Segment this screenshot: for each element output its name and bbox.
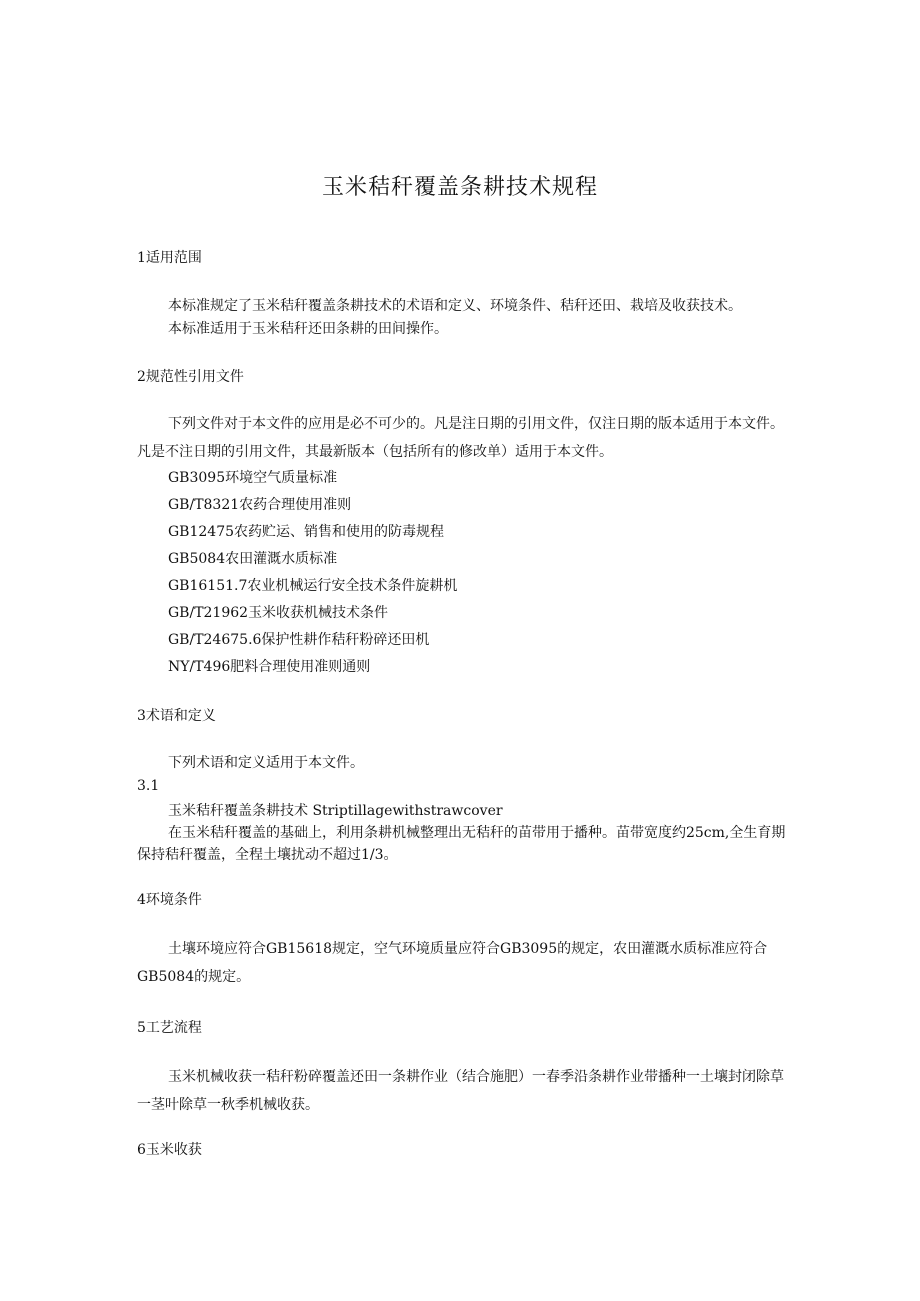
term-definition: 在玉米秸秆覆盖的基础上，利用条耕机械整理出无秸秆的苗带用于播种。苗带宽度约25cm,全生育期保持秸秆覆盖，全程土壤扰动不超过1/3。 — [137, 825, 786, 863]
subsection-number: 3.1 — [137, 778, 160, 794]
section-4-heading: 4环境条件 — [137, 892, 202, 908]
section-2-heading: 2规范性引用文件 — [137, 369, 244, 385]
section-1-paragraph-2: 本标准适用于玉米秸秆还田条耕的田间操作。 — [168, 321, 448, 337]
term-entry: 玉米秸秆覆盖条耕技术 Striptillagewithstrawcover — [168, 803, 503, 819]
section-1-heading: 1适用范围 — [137, 250, 202, 266]
section-1-paragraph-1: 本标准规定了玉米秸秆覆盖条耕技术的术语和定义、环境条件、秸秆还田、栽培及收获技术。 — [168, 298, 742, 314]
section-3-intro: 下列术语和定义适用于本文件。 — [168, 755, 364, 771]
reference-item: GB/T21962玉米收获机械技术条件 — [168, 605, 389, 621]
reference-item: NY/T496肥料合理使用准则通则 — [168, 659, 371, 675]
section-4-paragraph: 土壤环境应符合GB15618规定，空气环境质量应符合GB3095的规定，农田灌溉水质标准应符合GB5084的规定。 — [137, 941, 768, 985]
section-6-heading: 6玉米收获 — [137, 1142, 202, 1158]
section-5-paragraph: 玉米机械收获一秸秆粉碎覆盖还田一条耕作业（结合施肥）一春季沿条耕作业带播种一土壤封闭除草一茎叶除草一秋季机械收获。 — [137, 1069, 784, 1113]
section-5-heading: 5工艺流程 — [137, 1020, 202, 1036]
reference-item: GB16151.7农业机械运行安全技术条件旋耕机 — [168, 578, 458, 594]
reference-item: GB/T24675.6保护性耕作秸秆粉碎还田机 — [168, 632, 430, 648]
section-2-intro: 下列文件对于本文件的应用是必不可少的。凡是注日期的引用文件，仅注日期的版本适用于本文件。凡是不注日期的引用文件，其最新版本（包括所有的修改单）适用于本文件。 — [137, 416, 784, 460]
reference-item: GB/T8321农药合理使用准则 — [168, 497, 352, 513]
reference-item: GB5084农田灌溉水质标准 — [168, 551, 338, 567]
document-title: 玉米秸秆覆盖条耕技术规程 — [321, 175, 598, 200]
reference-item: GB3095环境空气质量标准 — [168, 470, 338, 486]
section-3-heading: 3术语和定义 — [137, 708, 216, 724]
reference-item: GB12475农药贮运、销售和使用的防毒规程 — [168, 524, 445, 540]
